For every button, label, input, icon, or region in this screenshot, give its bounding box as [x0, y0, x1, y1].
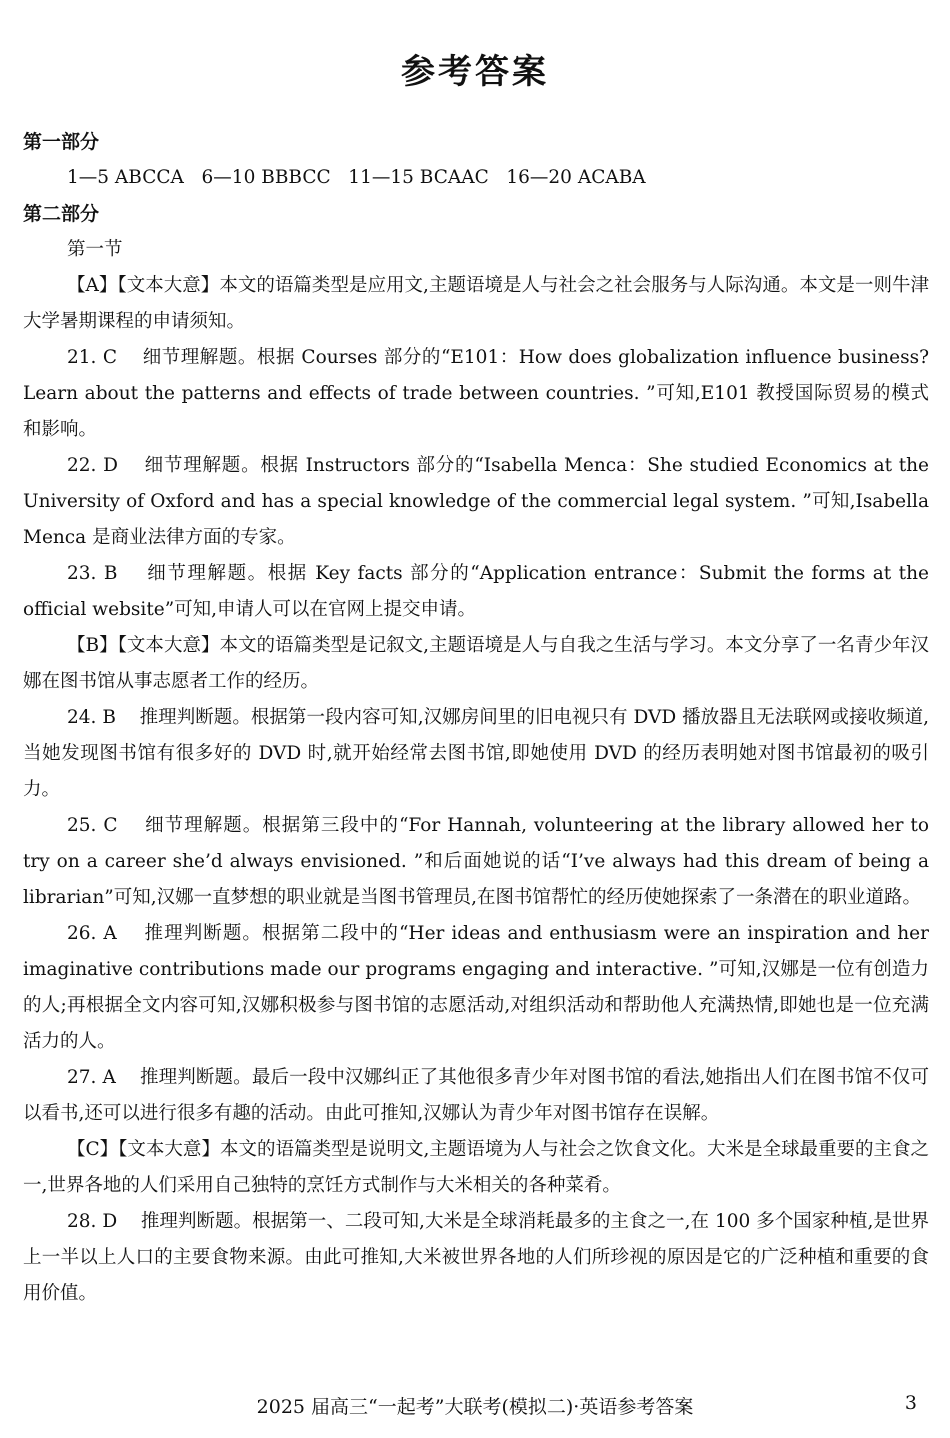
answer-21-number: 21. C — [67, 347, 117, 368]
passage-c-summary — [23, 1132, 929, 1204]
answer-24 — [23, 700, 929, 808]
answer-23-number: 23. B — [67, 563, 118, 584]
answer-25-text: 细节理解题。根据第三段中的“For Hannah, volunteering at the library allowed her to try on a career she’d always envisioned. ”和后面她说的话“I’ve always had this dream of being a librarian”可知,汉娜一直梦想的职业就是当图书管理员,在图书馆帮忙的经历使她探索了一条潜在的职业道路。 — [23, 815, 929, 908]
answer-26 — [23, 916, 929, 1060]
answer-22 — [23, 448, 929, 556]
part1-answers: 1—5 ABCCA 6—10 BBBCC 11—15 BCAAC 16—20 ACABA — [67, 167, 646, 188]
passage-a-tag: 【A】【文本大意】 — [67, 275, 220, 296]
answer-23-text: 细节理解题。根据 Key facts 部分的“Application entrance：Submit the forms at the official website”可知,申请人可以在官网上提交申请。 — [23, 563, 929, 620]
section-heading: 第一节 — [67, 239, 123, 260]
answer-24-number: 24. B — [67, 707, 116, 728]
passage-b-text: 本文的语篇类型是记叙文,主题语境是人与自我之生活与学习。本文分享了一名青少年汉娜在图书馆从事志愿者工作的经历。 — [23, 635, 929, 692]
answer-content — [23, 124, 929, 1312]
answer-22-text: 细节理解题。根据 Instructors 部分的“Isabella Menca：She studied Economics at the University of Oxford and has a special knowledge of the commercial legal system. ”可知,Isabella Menca 是商业法律方面的专家。 — [23, 455, 929, 548]
answer-27-number: 27. A — [67, 1067, 116, 1088]
answer-22-number: 22. D — [67, 455, 118, 476]
passage-c-text: 本文的语篇类型是说明文,主题语境为人与社会之饮食文化。大米是全球最重要的主食之一,世界各地的人们采用自己独特的烹饪方式制作与大米相关的各种菜肴。 — [23, 1139, 930, 1196]
answer-28-number: 28. D — [67, 1211, 118, 1232]
answer-25 — [23, 808, 929, 916]
answer-21 — [23, 340, 929, 448]
footer-text: 2025 届高三“一起考”大联考(模拟二)·英语参考答案 — [256, 1396, 694, 1418]
part1-heading: 第一部分 — [23, 131, 100, 153]
page-number: 3 — [904, 1392, 917, 1414]
part2-heading: 第二部分 — [23, 203, 100, 225]
answer-27-text: 推理判断题。最后一段中汉娜纠正了其他很多青少年对图书馆的看法,她指出人们在图书馆不仅可以看书,还可以进行很多有趣的活动。由此可推知,汉娜认为青少年对图书馆存在误解。 — [23, 1067, 929, 1124]
answer-28-text: 推理判断题。根据第一、二段可知,大米是全球消耗最多的主食之一,在 100 多个国家种植,是世界上一半以上人口的主要食物来源。由此可推知,大米被世界各地的人们所珍视的原因是它的广泛种植和重要的食用价值。 — [23, 1211, 929, 1304]
answer-27 — [23, 1060, 929, 1132]
passage-c-tag: 【C】【文本大意】 — [67, 1139, 220, 1160]
answer-23 — [23, 556, 929, 628]
answer-28 — [23, 1204, 929, 1312]
answer-26-number: 26. A — [67, 923, 117, 944]
answer-21-text: 细节理解题。根据 Courses 部分的“E101：How does globalization influence business? Learn about the patterns and effects of trade between countries. ”可知,E101 教授国际贸易的模式和影响。 — [23, 347, 929, 440]
passage-b-summary — [23, 628, 929, 700]
passage-a-summary — [23, 268, 929, 340]
answer-26-text: 推理判断题。根据第二段中的“Her ideas and enthusiasm were an inspiration and her imaginative contributions made our programs engaging and interactive. ”可知,汉娜是一位有创造力的人;再根据全文内容可知,汉娜积极参与图书馆的志愿活动,对组织活动和帮助他人充满热情,即她也是一位充满活力的人。 — [23, 923, 929, 1052]
passage-a-text: 本文的语篇类型是应用文,主题语境是人与社会之社会服务与人际沟通。本文是一则牛津大学暑期课程的申请须知。 — [23, 275, 929, 332]
page-title: 参考答案 — [401, 52, 549, 92]
passage-b-tag: 【B】【文本大意】 — [67, 635, 220, 656]
answer-25-number: 25. C — [67, 815, 118, 836]
answer-24-text: 推理判断题。根据第一段内容可知,汉娜房间里的旧电视只有 DVD 播放器且无法联网或接收频道,当她发现图书馆有很多好的 DVD 时,就开始经常去图书馆,即她使用 DVD 的经历表明她对图书馆最初的吸引力。 — [23, 707, 929, 800]
